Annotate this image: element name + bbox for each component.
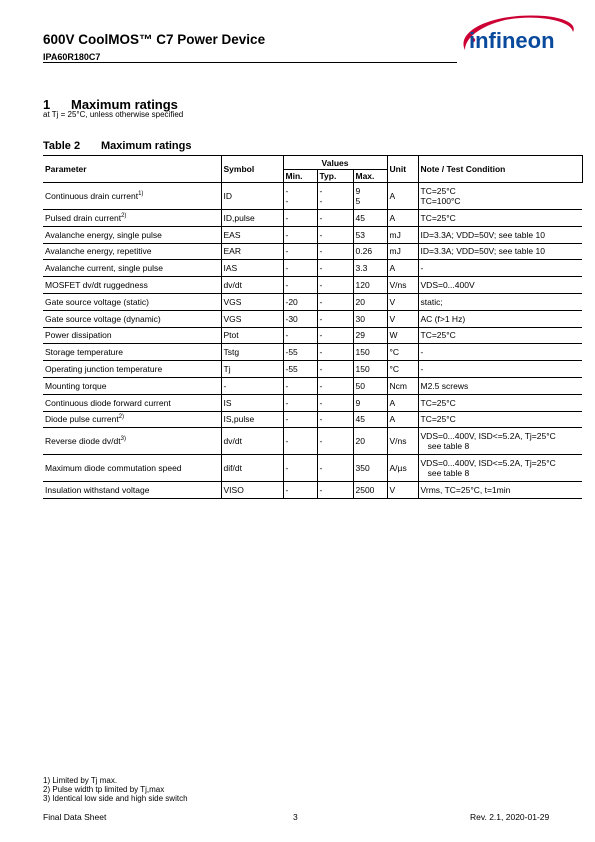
- row-symbol: [221, 344, 283, 361]
- row-note-text: M2.5 screws: [420, 380, 469, 391]
- row-min-text: -: [285, 263, 289, 274]
- row-min: [283, 482, 317, 499]
- row-parameter: [43, 183, 221, 210]
- table-row: [43, 394, 582, 411]
- row-unit: [387, 226, 418, 243]
- row-unit-text: A: [389, 263, 396, 274]
- row-typ: [317, 210, 353, 227]
- row-max-text: 9 5: [355, 186, 361, 206]
- svg-text:infineon: infineon: [469, 28, 555, 53]
- row-parameter-text: Continuous diode forward current: [45, 397, 171, 408]
- row-symbol-text: ID,pulse: [223, 212, 255, 223]
- row-min: [283, 226, 317, 243]
- document-title: 600V CoolMOS™ C7 Power Device: [43, 32, 266, 47]
- row-max: [353, 344, 387, 361]
- row-parameter-text: Gate source voltage (dynamic): [45, 313, 161, 324]
- row-min-text: - -: [285, 186, 289, 206]
- table-row: [43, 361, 582, 378]
- row-min-text: -: [285, 280, 289, 291]
- table-row: [43, 293, 582, 310]
- row-min-text: -30: [285, 313, 298, 324]
- row-note: [418, 344, 582, 361]
- row-unit: [387, 260, 418, 277]
- row-max-text: 20: [355, 436, 365, 447]
- header-values: Values: [283, 156, 387, 170]
- row-symbol-text: Tstg: [223, 347, 240, 358]
- row-unit-text: A: [389, 414, 396, 425]
- row-symbol: [221, 394, 283, 411]
- row-unit-text: V: [389, 313, 396, 324]
- row-parameter-text: Storage temperature: [45, 347, 123, 358]
- row-max-text: 45: [355, 414, 365, 425]
- row-min: [283, 344, 317, 361]
- row-max-text: 45: [355, 212, 365, 223]
- row-min: [283, 327, 317, 344]
- table-row: [43, 260, 582, 277]
- row-unit: [387, 344, 418, 361]
- row-unit: [387, 210, 418, 227]
- row-unit-text: A/µs: [389, 463, 407, 474]
- row-note-text: TC=25°C: [420, 212, 456, 223]
- table-row: [43, 377, 582, 394]
- row-unit-text: °C: [389, 347, 400, 358]
- row-typ-text: -: [319, 397, 323, 408]
- row-symbol-text: -: [223, 380, 227, 391]
- row-min: [283, 243, 317, 260]
- row-symbol-text: VGS: [223, 296, 242, 307]
- row-max: [353, 293, 387, 310]
- row-typ: [317, 377, 353, 394]
- row-symbol-text: EAS: [223, 229, 241, 240]
- row-min: [283, 428, 317, 455]
- row-unit: [387, 394, 418, 411]
- row-symbol: [221, 243, 283, 260]
- header-max: Max.: [353, 170, 387, 183]
- row-min: [283, 361, 317, 378]
- table-row: [43, 310, 582, 327]
- row-symbol: [221, 260, 283, 277]
- row-unit-text: Ncm: [389, 380, 407, 391]
- table-number: Table 2: [43, 140, 81, 152]
- row-parameter: [43, 260, 221, 277]
- row-typ-text: -: [319, 229, 323, 240]
- row-note-text: ID=3.3A; VDD=50V; see table 10: [420, 229, 545, 240]
- row-symbol: [221, 210, 283, 227]
- row-symbol: [221, 293, 283, 310]
- row-max: [353, 310, 387, 327]
- row-typ-text: -: [319, 380, 323, 391]
- row-max: [353, 482, 387, 499]
- row-max: [353, 428, 387, 455]
- row-min-text: -: [285, 485, 289, 496]
- row-parameter: [43, 377, 221, 394]
- row-note: [418, 183, 582, 210]
- footnote-marker: 2): [121, 212, 127, 219]
- row-note-text: -: [420, 364, 424, 375]
- row-unit-text: V/ns: [389, 280, 407, 291]
- row-unit: [387, 293, 418, 310]
- footnote-marker: 1): [138, 191, 144, 197]
- footnote-3: 3) Identical low side and high side switch: [43, 794, 188, 803]
- row-min-text: -55: [285, 364, 298, 375]
- row-max: [353, 377, 387, 394]
- row-typ-text: -: [319, 330, 323, 341]
- row-note-text: VDS=0...400V: [420, 280, 475, 291]
- footnote-marker: 3): [120, 436, 126, 443]
- row-note: [418, 226, 582, 243]
- row-symbol: [221, 183, 283, 210]
- row-parameter-text: Insulation withstand voltage: [45, 485, 150, 496]
- row-max-text: 30: [355, 313, 365, 324]
- row-parameter: [43, 455, 221, 482]
- row-symbol-text: VGS: [223, 313, 242, 324]
- row-note: [418, 455, 582, 482]
- row-unit-text: V: [389, 296, 396, 307]
- footnote-2: 2) Pulse width tp limited by Tj,max: [43, 785, 165, 794]
- row-note-text: VDS=0...400V, ISD<=5.2A, Tj=25°C see table 8: [420, 458, 556, 479]
- row-parameter: [43, 411, 221, 428]
- row-max-text: 3.3: [355, 263, 368, 274]
- row-min: [283, 260, 317, 277]
- table-row: [43, 243, 582, 260]
- row-symbol: [221, 361, 283, 378]
- row-max: [353, 411, 387, 428]
- row-min: [283, 310, 317, 327]
- header-min: Min.: [283, 170, 317, 183]
- row-parameter-text: Avalanche energy, single pulse: [45, 229, 162, 240]
- row-parameter: [43, 243, 221, 260]
- footer-status: Final Data Sheet: [43, 812, 107, 822]
- part-number: IPA60R180C7: [43, 52, 101, 62]
- row-min-text: -: [285, 246, 289, 257]
- row-note: [418, 482, 582, 499]
- row-max: [353, 260, 387, 277]
- header-unit: Unit: [387, 156, 418, 183]
- row-max: [353, 327, 387, 344]
- row-parameter-text: Pulsed drain current: [45, 212, 122, 223]
- row-symbol-text: IS,pulse: [223, 414, 255, 425]
- row-min: [283, 210, 317, 227]
- row-parameter-text: Avalanche energy, repetitive: [45, 246, 152, 257]
- row-min: [283, 183, 317, 210]
- table-row: [43, 344, 582, 361]
- row-typ: [317, 344, 353, 361]
- row-note: [418, 293, 582, 310]
- table-row: [43, 455, 582, 482]
- row-min-text: -: [285, 212, 289, 223]
- row-note-text: Vrms, TC=25°C, t=1min: [420, 485, 511, 496]
- row-note-text: TC=25°C TC=100°C: [420, 186, 461, 206]
- row-parameter-text: Operating junction temperature: [45, 364, 163, 375]
- row-typ: [317, 361, 353, 378]
- row-unit: [387, 377, 418, 394]
- row-max-text: 53: [355, 229, 365, 240]
- row-max-text: 120: [355, 280, 370, 291]
- row-unit-text: A: [389, 212, 396, 223]
- row-typ: [317, 411, 353, 428]
- row-unit-text: V: [389, 485, 396, 496]
- row-parameter-text: Diode pulse current: [45, 414, 119, 425]
- header-symbol: Symbol: [221, 156, 283, 183]
- table-row: [43, 183, 582, 210]
- row-min-text: -: [285, 436, 289, 447]
- row-parameter: [43, 277, 221, 294]
- row-symbol-text: dv/dt: [223, 436, 242, 447]
- row-unit: [387, 361, 418, 378]
- row-note-text: AC (f>1 Hz): [420, 313, 466, 324]
- row-typ: [317, 226, 353, 243]
- row-min-text: -: [285, 414, 289, 425]
- maximum-ratings-table: [43, 155, 583, 499]
- row-typ-text: -: [319, 246, 323, 257]
- row-parameter: [43, 482, 221, 499]
- row-parameter: [43, 394, 221, 411]
- row-min: [283, 411, 317, 428]
- row-symbol: [221, 482, 283, 499]
- table-row: [43, 210, 582, 227]
- row-typ: [317, 455, 353, 482]
- row-note-text: -: [420, 347, 424, 358]
- row-max: [353, 455, 387, 482]
- row-parameter-text: Maximum diode commutation speed: [45, 463, 182, 474]
- row-parameter-text: MOSFET dv/dt ruggedness: [45, 280, 148, 291]
- table-row: [43, 327, 582, 344]
- row-note: [418, 394, 582, 411]
- row-min-text: -: [285, 463, 289, 474]
- row-unit-text: V/ns: [389, 436, 407, 447]
- row-note: [418, 243, 582, 260]
- row-unit: [387, 411, 418, 428]
- row-typ: [317, 327, 353, 344]
- row-parameter: [43, 361, 221, 378]
- row-unit-text: W: [389, 330, 398, 341]
- row-max-text: 50: [355, 380, 365, 391]
- row-symbol-text: dif/dt: [223, 463, 242, 474]
- row-symbol-text: Tj: [223, 364, 231, 375]
- footnotes: [43, 776, 188, 803]
- row-symbol-text: VISO: [223, 485, 244, 496]
- row-unit-text: mJ: [389, 229, 401, 240]
- row-min: [283, 293, 317, 310]
- section-condition: at Tj = 25°C, unless otherwise specified: [43, 110, 184, 119]
- row-parameter-text: Gate source voltage (static): [45, 296, 149, 307]
- row-symbol-text: IS: [223, 397, 232, 408]
- row-note-text: TC=25°C: [420, 397, 456, 408]
- row-parameter: [43, 428, 221, 455]
- row-min: [283, 455, 317, 482]
- row-parameter-text: Power dissipation: [45, 330, 112, 341]
- row-typ: [317, 183, 353, 210]
- row-symbol-text: ID: [223, 191, 232, 201]
- row-typ-text: -: [319, 280, 323, 291]
- row-symbol: [221, 428, 283, 455]
- row-max-text: 350: [355, 463, 370, 474]
- row-max: [353, 277, 387, 294]
- row-note: [418, 411, 582, 428]
- row-min-text: -: [285, 330, 289, 341]
- row-max: [353, 210, 387, 227]
- row-parameter: [43, 226, 221, 243]
- row-typ-text: -: [319, 212, 323, 223]
- row-note-text: ID=3.3A; VDD=50V; see table 10: [420, 246, 545, 257]
- row-typ-text: -: [319, 347, 323, 358]
- row-min-text: -: [285, 397, 289, 408]
- row-symbol: [221, 226, 283, 243]
- row-unit: [387, 455, 418, 482]
- row-typ-text: - -: [319, 186, 323, 206]
- row-symbol-text: dv/dt: [223, 280, 242, 291]
- row-symbol-text: IAS: [223, 263, 238, 274]
- row-min: [283, 394, 317, 411]
- table-row: [43, 411, 582, 428]
- row-typ-text: -: [319, 414, 323, 425]
- header-parameter: Parameter: [43, 156, 221, 183]
- row-max: [353, 226, 387, 243]
- row-symbol: [221, 411, 283, 428]
- row-unit: [387, 428, 418, 455]
- row-parameter: [43, 344, 221, 361]
- row-unit-text: °C: [389, 364, 400, 375]
- row-symbol: [221, 455, 283, 482]
- row-parameter-text: Continuous drain current: [45, 191, 139, 201]
- row-parameter-text: Avalanche current, single pulse: [45, 263, 163, 274]
- row-typ: [317, 260, 353, 277]
- row-symbol: [221, 277, 283, 294]
- row-note: [418, 210, 582, 227]
- row-unit: [387, 482, 418, 499]
- row-typ: [317, 243, 353, 260]
- table-row: [43, 277, 582, 294]
- row-parameter: [43, 327, 221, 344]
- row-min: [283, 277, 317, 294]
- row-typ-text: -: [319, 313, 323, 324]
- row-max: [353, 243, 387, 260]
- row-max-text: 9: [355, 397, 361, 408]
- row-note: [418, 361, 582, 378]
- footnote-marker: 2): [118, 414, 125, 421]
- header-typ: Typ.: [317, 170, 353, 183]
- row-typ: [317, 394, 353, 411]
- row-note: [418, 377, 582, 394]
- row-symbol: [221, 327, 283, 344]
- row-max-text: 0.26: [355, 246, 373, 257]
- footnote-1: 1) Limited by Tj max.: [43, 776, 118, 785]
- row-max: [353, 183, 387, 210]
- row-note-text: VDS=0...400V, ISD<=5.2A, Tj=25°C see table 8: [420, 431, 556, 452]
- row-note-text: TC=25°C: [420, 330, 456, 341]
- row-max-text: 20: [355, 296, 365, 307]
- row-typ: [317, 482, 353, 499]
- section-number: 1: [43, 97, 51, 112]
- row-symbol-text: Ptot: [223, 330, 239, 341]
- row-max-text: 150: [355, 347, 370, 358]
- row-unit: [387, 243, 418, 260]
- row-min-text: -: [285, 380, 289, 391]
- row-typ: [317, 310, 353, 327]
- row-typ-text: -: [319, 436, 323, 447]
- row-typ: [317, 428, 353, 455]
- row-note: [418, 277, 582, 294]
- row-unit: [387, 327, 418, 344]
- infineon-logo: [455, 10, 577, 60]
- row-max-text: 29: [355, 330, 365, 341]
- ratings-body: [43, 183, 582, 499]
- footer-page-number: 3: [293, 812, 298, 822]
- row-max-text: 150: [355, 364, 370, 375]
- footer-revision: Rev. 2.1, 2020-01-29: [470, 812, 550, 822]
- table-title: Maximum ratings: [101, 140, 192, 152]
- row-unit: [387, 310, 418, 327]
- row-symbol: [221, 377, 283, 394]
- row-max-text: 2500: [355, 485, 375, 496]
- row-min-text: -20: [285, 296, 298, 307]
- row-parameter: [43, 293, 221, 310]
- row-parameter-text: Mounting torque: [45, 380, 107, 391]
- row-typ-text: -: [319, 296, 323, 307]
- row-parameter-text: Reverse diode dv/dt: [45, 436, 121, 447]
- row-note: [418, 260, 582, 277]
- row-typ: [317, 293, 353, 310]
- row-unit-text: mJ: [389, 246, 401, 257]
- row-typ-text: -: [319, 485, 323, 496]
- row-note-text: static;: [420, 296, 443, 307]
- row-note: [418, 310, 582, 327]
- row-parameter: [43, 210, 221, 227]
- row-note: [418, 428, 582, 455]
- row-max: [353, 361, 387, 378]
- table-row: [43, 482, 582, 499]
- row-unit-text: A: [389, 191, 396, 201]
- table-row: [43, 428, 582, 455]
- row-min-text: -55: [285, 347, 298, 358]
- row-unit: [387, 183, 418, 210]
- section-title: Maximum ratings: [71, 97, 178, 112]
- row-note: [418, 327, 582, 344]
- header-note: Note / Test Condition: [418, 156, 582, 183]
- table-row: [43, 226, 582, 243]
- row-unit: [387, 277, 418, 294]
- row-min-text: -: [285, 229, 289, 240]
- row-typ: [317, 277, 353, 294]
- row-symbol: [221, 310, 283, 327]
- row-note-text: TC=25°C: [420, 414, 456, 425]
- row-min: [283, 377, 317, 394]
- row-typ-text: -: [319, 364, 323, 375]
- row-typ-text: -: [319, 463, 323, 474]
- row-parameter: [43, 310, 221, 327]
- row-max: [353, 394, 387, 411]
- header-rule: [43, 62, 457, 63]
- row-note-text: -: [420, 263, 424, 274]
- row-unit-text: A: [389, 397, 396, 408]
- row-typ-text: -: [319, 263, 323, 274]
- row-symbol-text: EAR: [223, 246, 241, 257]
